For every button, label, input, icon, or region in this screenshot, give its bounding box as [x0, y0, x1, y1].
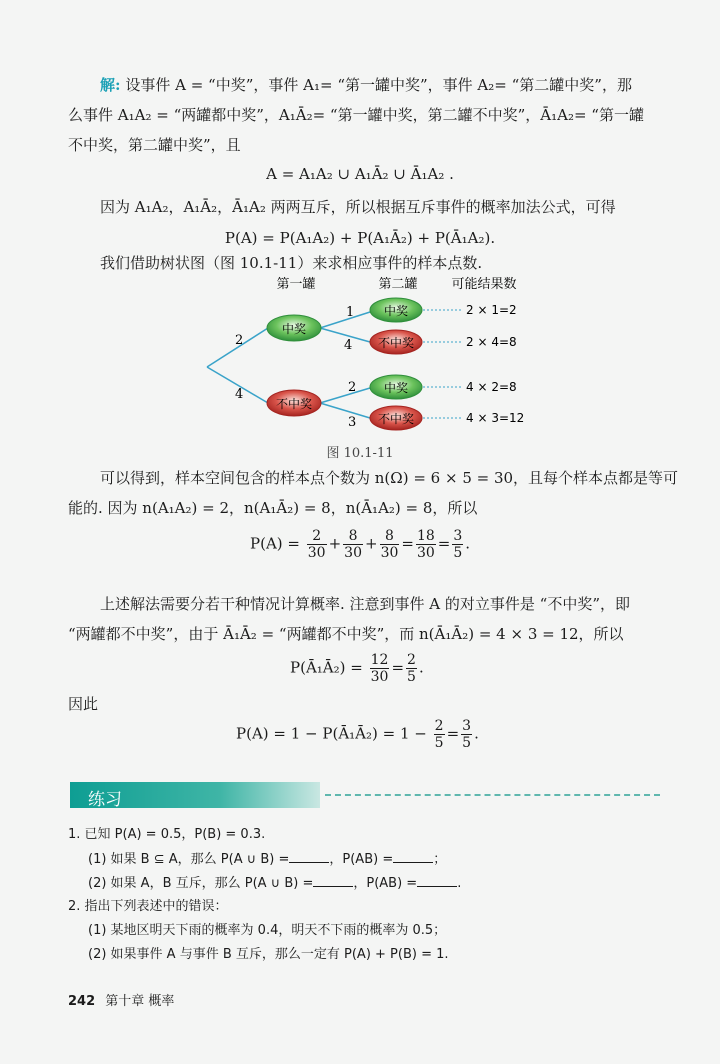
eq-complement-prefix: P(Ā₁Ā₂) = [290, 658, 363, 677]
result-4: 4 × 3=12 [466, 411, 525, 425]
node-second-lose-1-label: 不中奖 [377, 336, 415, 350]
solution-line-2: 么事件 A₁A₂ = “两罐都中奖”，A₁Ā₂= “第一罐中奖，第二罐不中奖”，Ā₁A₂= “第一罐 [68, 106, 644, 124]
fraction: $\frac{8}{30}$ [344, 528, 362, 561]
solution-text-1: 设事件 A = “中奖”，事件 A₁= “第一罐中奖”，事件 A₂= “第二罐中奖”，那 [125, 76, 632, 94]
exercise-q1b-text: (2) 如果 A，B 互斥，那么 P(A ∪ B) = [88, 876, 314, 891]
fraction: $\frac{18}{30}$ [416, 528, 435, 561]
fraction: $\frac{8}{30}$ [380, 528, 399, 561]
result-2: 2 × 4=8 [466, 335, 517, 349]
equation-final: P(A) = 1 − P(Ā₁Ā₂) = 1 − $\frac{2}{5}$ = $\frac{3}{5}$ . [236, 718, 479, 751]
equation-union: A = A₁A₂ ∪ A₁Ā₂ ∪ Ā₁A₂ . [266, 165, 454, 183]
exercise-q2: 2. 指出下列表述中的错误： [68, 899, 228, 914]
exercise-q1b-mid: ，P(AB) = [353, 876, 418, 891]
exercise-q1a-mid: ，P(AB) = [329, 852, 394, 867]
eq-final-prefix: P(A) = 1 − P(Ā₁Ā₂) = 1 − [236, 724, 427, 743]
solution-label: 解: [100, 76, 121, 94]
equation-addition: P(A) = P(A₁A₂) + P(A₁Ā₂) + P(Ā₁A₂). [224, 229, 496, 247]
solution-line-5: 我们借助树状图（图 10.1-11）来求相应事件的样本点数. [100, 254, 483, 272]
tree-diagram [0, 270, 720, 440]
equation-pa-sum: P(A) = $\frac{2}{30}$ + $\frac{8}{30}$ + $\frac{8}{30}$ = $\frac{18}{30}$ = $\frac{3}{5}$ . [250, 528, 471, 561]
exercise-q2a: (1) 某地区明天下雨的概率为 0.4，明天不下雨的概率为 0.5； [88, 923, 447, 938]
answer-blank[interactable] [417, 874, 457, 887]
exercise-q1a-end: ； [433, 852, 447, 867]
branch-lose-lose [320, 403, 370, 418]
tree-header-results: 可能结果数 [451, 277, 517, 292]
eq-pa-prefix: P(A) = [250, 534, 300, 553]
fraction: $\frac{2}{5}$ [407, 652, 416, 685]
node-first-win-label: 中奖 [281, 322, 307, 336]
alt-line-1: 上述解法需要分若干种情况计算概率. 注意到事件 A 的对立事件是 “不中奖”，即 [100, 595, 631, 613]
exercise-q2b: (2) 如果事件 A 与事件 B 互斥，那么一定有 P(A) + P(B) = 1. [88, 947, 449, 962]
page-footer [68, 990, 174, 1009]
tree-header-first: 第一罐 [276, 277, 316, 292]
branch-label-win-win: 1 [346, 305, 355, 320]
node-second-win-1-label: 中奖 [383, 304, 409, 318]
exercise-q1a-text: (1) 如果 B ⊆ A，那么 P(A ∪ B) = [88, 852, 290, 867]
equation-complement: P(Ā₁Ā₂) = $\frac{12}{30}$ = $\frac{2}{5}$ . [290, 652, 424, 685]
therefore-label: 因此 [68, 695, 99, 713]
branch-label-root-lose: 4 [235, 387, 244, 402]
solution-line-3: 不中奖，第二罐中奖”，且 [68, 136, 241, 154]
tree-header-second: 第二罐 [378, 277, 418, 292]
after-tree-line-2: 能的. 因为 n(A₁A₂) = 2，n(A₁Ā₂) = 8，n(Ā₁A₂) = 8，所以 [68, 499, 478, 517]
branch-label-lose-lose: 3 [348, 415, 357, 430]
fraction: $\frac{2}{30}$ [307, 528, 326, 561]
node-second-lose-2-label: 不中奖 [377, 412, 415, 426]
exercise-banner [70, 782, 660, 808]
node-second-win-2-label: 中奖 [383, 381, 409, 395]
answer-blank[interactable] [289, 850, 329, 863]
page-number: 242 [68, 994, 96, 1009]
branch-label-win-lose: 4 [344, 338, 353, 353]
exercise-q1b [88, 874, 461, 893]
solution-line-1 [100, 75, 632, 95]
fraction: $\frac{12}{30}$ [370, 652, 389, 685]
figure-caption: 图 10.1-11 [326, 446, 394, 461]
result-1: 2 × 1=2 [466, 303, 517, 317]
answer-blank[interactable] [313, 874, 353, 887]
exercise-q1: 1. 已知 P(A) = 0.5，P(B) = 0.3. [68, 827, 266, 842]
branch-lose-win [320, 388, 370, 403]
alt-line-2: “两罐都不中奖”，由于 Ā₁Ā₂ = “两罐都不中奖”，而 n(Ā₁Ā₂) = 4 × 3 = 12，所以 [68, 625, 624, 643]
fraction: $\frac{3}{5}$ [462, 718, 472, 751]
exercise-title: 练习 [88, 790, 122, 810]
solution-line-4: 因为 A₁A₂，A₁Ā₂，Ā₁A₂ 两两互斥，所以根据互斥事件的概率加法公式，可得 [100, 198, 616, 216]
exercise-q1a [88, 850, 446, 869]
after-tree-line-1: 可以得到，样本空间包含的样本点个数为 n(Ω) = 6 × 5 = 30，且每个样本点都是等可 [100, 469, 679, 487]
fraction: $\frac{2}{5}$ [434, 718, 444, 751]
result-3: 4 × 2=8 [466, 380, 517, 394]
exercise-q1b-end: . [457, 876, 462, 891]
fraction: $\frac{3}{5}$ [453, 528, 463, 561]
node-first-lose-label: 不中奖 [275, 397, 313, 411]
branch-label-lose-win: 2 [348, 380, 357, 395]
answer-blank[interactable] [393, 850, 433, 863]
branch-label-root-win: 2 [235, 333, 244, 348]
exercise-banner-dashes [325, 794, 660, 796]
chapter-label: 第十章 概率 [105, 994, 175, 1009]
branch-win-win [320, 312, 370, 328]
